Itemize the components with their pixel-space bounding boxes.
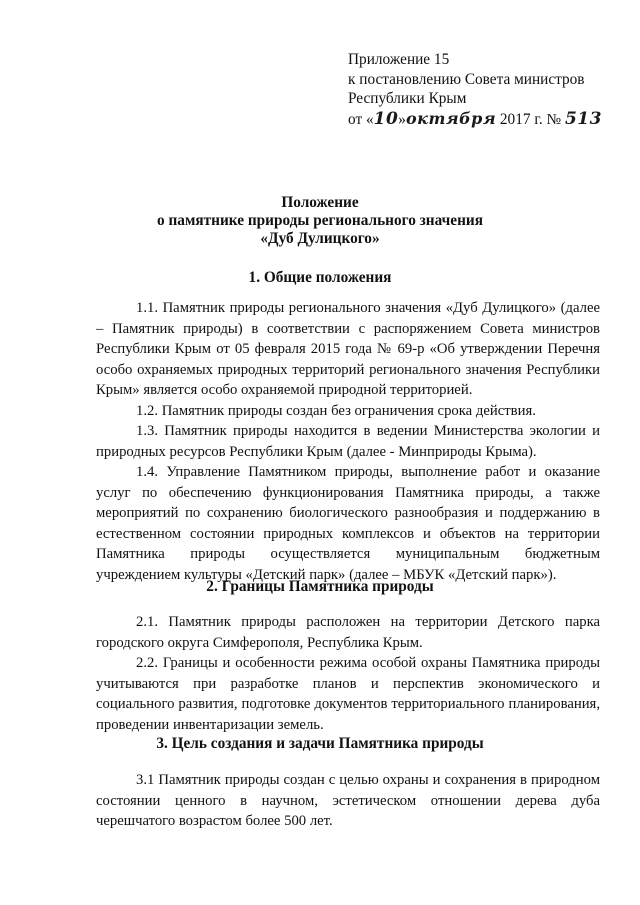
handwritten-number: 513 [564, 108, 602, 129]
date-prefix: от « [348, 110, 374, 128]
title-line-1: Положение [281, 194, 359, 211]
section-3-body [96, 770, 600, 832]
section-2-heading: 2. Границы Памятника природы [206, 578, 434, 595]
paragraph-1-3: 1.3. Памятник природы находится в ведении Министерства экологии и природных ресурсов Республики Крым (далее - Минприроды Крыма). [96, 423, 600, 460]
appendix-line-2: к постановлению Совета министров [348, 70, 585, 88]
handwritten-day: 10 [373, 108, 399, 129]
section-1-body [96, 298, 600, 585]
section-1-heading: 1. Общие положения [248, 269, 392, 286]
title-line-2: о памятнике природы регионального значения [157, 212, 483, 229]
section-2-body [96, 612, 600, 735]
section-3-heading: 3. Цель создания и задачи Памятника природы [156, 735, 484, 752]
paragraph-3-1: 3.1 Памятник природы создан с целью охраны и сохранения в природном состоянии ценного в научном, эстетическом отношении дерева дуба черешчатого возрастом более 500 лет. [96, 772, 600, 829]
document-title [0, 194, 640, 248]
date-suffix: 2017 г. № [499, 110, 562, 128]
paragraph-2-1: 2.1. Памятник природы расположен на территории Детского парка городского округа Симферополя, Республика Крым. [96, 614, 600, 651]
title-line-3: «Дуб Дулицкого» [260, 230, 380, 247]
appendix-date-line [348, 109, 602, 130]
appendix-line-1: Приложение 15 [348, 51, 450, 68]
paragraph-1-1: 1.1. Памятник природы регионального значения «Дуб Дулицкого» (далее – Памятник природы) в соответствии с распоряжением Совета министров Республики Крым от 05 февраля 2015 года № 69-р «Об утверждении Перечня особо охраняемых природных территорий регионального значения Республики Крым» является особо охраняемой природной территорией. [96, 300, 600, 398]
date-mid: » [398, 110, 406, 128]
paragraph-1-4: 1.4. Управление Памятником природы, выполнение работ и оказание услуг по обеспечению функционирования Памятника природы, а также мероприятий по сохранению биологического разнообразия и поддержанию в естественном состоянии природных комплексов и объектов на территории Памятника природы осуществляется муниципальным бюджетным учреждением культуры «Детский парк» (далее – МБУК «Детский парк»). [96, 464, 600, 583]
paragraph-2-2: 2.2. Границы и особенности режима особой охраны Памятника природы учитываются при разработке планов и перспектив экономического и социального развития, подготовке документов территориального планирования, проведении инвентаризации земель. [96, 655, 600, 733]
paragraph-1-2: 1.2. Памятник природы создан без ограничения срока действия. [136, 402, 536, 419]
appendix-line-3: Республики Крым [348, 90, 467, 107]
appendix-header [348, 50, 602, 129]
handwritten-month: октября [405, 108, 497, 128]
